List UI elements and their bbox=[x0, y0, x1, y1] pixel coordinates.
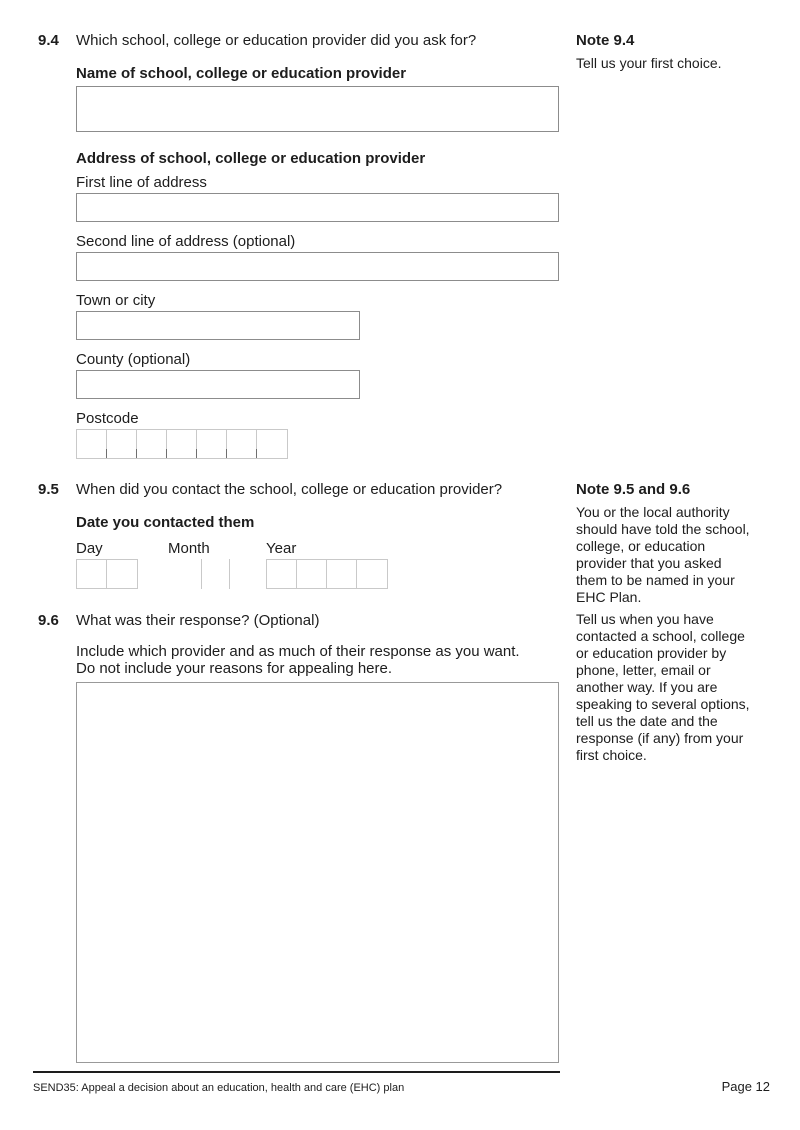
note-9-4-body: Tell us your first choice. bbox=[576, 55, 722, 71]
year-label: Year bbox=[266, 540, 297, 557]
year-cell[interactable] bbox=[267, 560, 297, 588]
county-input[interactable] bbox=[76, 370, 360, 399]
year-cell[interactable] bbox=[357, 560, 387, 588]
month-separator[interactable] bbox=[201, 559, 202, 589]
day-cell[interactable] bbox=[107, 560, 137, 588]
page-footer bbox=[33, 1071, 770, 1094]
address-line2-input[interactable] bbox=[76, 252, 559, 281]
county-label: County (optional) bbox=[76, 351, 191, 368]
year-cell[interactable] bbox=[327, 560, 357, 588]
postcode-cell[interactable] bbox=[227, 430, 257, 458]
question-9-6-text: What was their response? (Optional) bbox=[76, 612, 320, 629]
question-9-5-text: When did you contact the school, college or education provider? bbox=[76, 481, 503, 498]
day-label: Day bbox=[76, 540, 103, 557]
response-hint-line2: Do not include your reasons for appealing here. bbox=[76, 660, 393, 677]
footer-rule bbox=[33, 1071, 560, 1073]
day-cell[interactable] bbox=[77, 560, 107, 588]
postcode-cell[interactable] bbox=[77, 430, 107, 458]
question-9-4-text: Which school, college or education provider did you ask for? bbox=[76, 32, 477, 49]
provider-name-input[interactable] bbox=[76, 86, 559, 132]
postcode-cell[interactable] bbox=[257, 430, 287, 458]
provider-name-label: Name of school, college or education provider bbox=[76, 65, 407, 82]
question-9-6-number: 9.6 bbox=[38, 612, 59, 629]
address-line2-label: Second line of address (optional) bbox=[76, 233, 296, 250]
town-input[interactable] bbox=[76, 311, 360, 340]
day-comb[interactable] bbox=[76, 559, 138, 589]
footer-doc-title: SEND35: Appeal a decision about an education, health and care (EHC) plan bbox=[33, 1082, 405, 1094]
postcode-label: Postcode bbox=[76, 410, 139, 427]
note-9-5-9-6-title: Note 9.5 and 9.6 bbox=[576, 481, 691, 498]
section-9-5-9-6 bbox=[38, 480, 800, 1063]
response-hint-line1: Include which provider and as much of their response as you want. bbox=[76, 643, 520, 660]
town-label: Town or city bbox=[76, 292, 156, 309]
question-9-4-number: 9.4 bbox=[38, 32, 59, 49]
postcode-cell[interactable] bbox=[137, 430, 167, 458]
postcode-cell[interactable] bbox=[197, 430, 227, 458]
year-comb[interactable] bbox=[266, 559, 388, 589]
section-9-6 bbox=[38, 611, 559, 630]
postcode-cell[interactable] bbox=[107, 430, 137, 458]
month-comb[interactable] bbox=[201, 559, 266, 589]
address-line1-label: First line of address bbox=[76, 174, 207, 191]
postcode-comb[interactable] bbox=[76, 429, 288, 459]
note-9-4-title: Note 9.4 bbox=[576, 32, 635, 49]
question-9-5-number: 9.5 bbox=[38, 481, 59, 498]
note-9-5-9-6-para1: You or the local authority should have told the school, college, or education provider that you asked them to be named in your EHC Plan. bbox=[576, 504, 750, 605]
response-textarea[interactable] bbox=[76, 682, 559, 1063]
provider-address-label: Address of school, college or education provider bbox=[76, 150, 426, 167]
address-line1-input[interactable] bbox=[76, 193, 559, 222]
section-9-4 bbox=[38, 31, 800, 463]
postcode-cell[interactable] bbox=[167, 430, 197, 458]
month-label: Month bbox=[168, 540, 210, 557]
footer-page-number: Page 12 bbox=[721, 1079, 770, 1094]
year-cell[interactable] bbox=[297, 560, 327, 588]
month-separator[interactable] bbox=[229, 559, 230, 589]
date-contacted-label: Date you contacted them bbox=[76, 514, 255, 531]
section-9-5 bbox=[38, 480, 559, 499]
note-9-5-9-6-para2: Tell us when you have contacted a school, college or education provider by phone, letter, email or another way. If you are speaking to several options, tell us the date and the response (if any) from your first choice. bbox=[576, 611, 750, 763]
